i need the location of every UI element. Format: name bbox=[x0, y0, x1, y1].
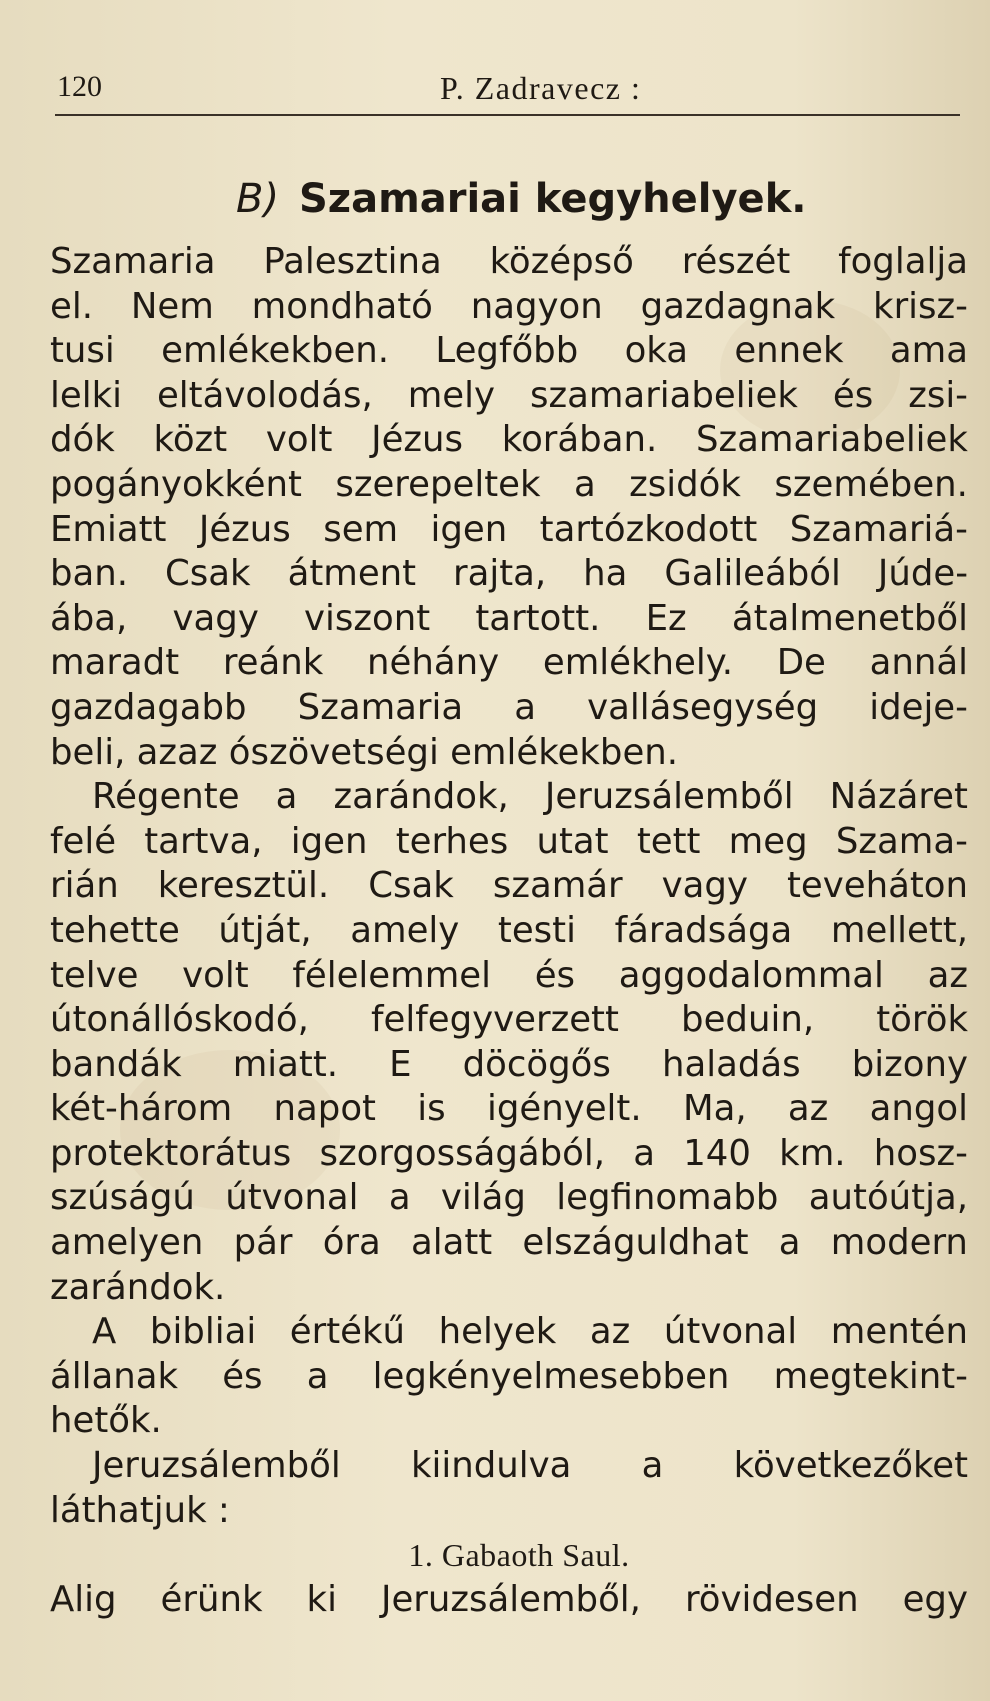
word: vallásegység bbox=[587, 686, 819, 728]
text-line bbox=[50, 775, 968, 820]
page-number: 120 bbox=[57, 70, 102, 103]
word: Názáret bbox=[829, 776, 968, 818]
word: amely bbox=[350, 909, 460, 951]
word: szemében. bbox=[774, 463, 968, 505]
word: igen bbox=[430, 508, 508, 550]
word: Csak bbox=[165, 553, 251, 595]
word: döcögős bbox=[462, 1043, 611, 1085]
word: felé bbox=[50, 820, 117, 862]
word: zsi- bbox=[908, 374, 968, 416]
word: meg bbox=[728, 820, 808, 862]
word: a bbox=[275, 776, 298, 818]
text-line bbox=[50, 418, 968, 463]
word: közt bbox=[153, 419, 228, 461]
text-line bbox=[50, 1310, 968, 1355]
word: protektorátus bbox=[50, 1132, 292, 1174]
page-header bbox=[55, 70, 960, 116]
word: dók bbox=[50, 419, 115, 461]
word: emlékhely. bbox=[542, 642, 733, 684]
word: világ bbox=[440, 1177, 526, 1219]
word: Júde- bbox=[877, 553, 968, 595]
word: a bbox=[633, 1132, 655, 1174]
word: a bbox=[641, 1445, 664, 1487]
word: útvonal bbox=[663, 1311, 798, 1353]
word: viszont bbox=[304, 597, 431, 639]
word: értékű bbox=[289, 1311, 406, 1353]
word: mentén bbox=[830, 1311, 968, 1353]
word: szúságú bbox=[50, 1177, 195, 1219]
word: tusi bbox=[50, 330, 115, 372]
text-line bbox=[50, 1266, 968, 1311]
text-line bbox=[50, 1399, 968, 1444]
word: az bbox=[589, 1311, 631, 1353]
word: keresztül. bbox=[157, 865, 330, 907]
text-line bbox=[50, 1578, 968, 1623]
section-title bbox=[236, 176, 806, 222]
word: útját, bbox=[218, 909, 312, 951]
word: oka bbox=[624, 330, 688, 372]
word: török bbox=[876, 999, 968, 1041]
word: egy bbox=[902, 1578, 968, 1620]
word: Szamariá- bbox=[789, 508, 968, 550]
word: Legfőbb bbox=[435, 330, 579, 372]
word: Alig bbox=[50, 1578, 117, 1620]
text-line bbox=[50, 954, 968, 999]
word: útvonal bbox=[225, 1177, 359, 1219]
text-line bbox=[50, 463, 968, 508]
text-line bbox=[50, 1176, 968, 1221]
word: Régente bbox=[92, 776, 240, 818]
word: emlékekben. bbox=[161, 330, 390, 372]
word: Palesztina bbox=[263, 241, 442, 282]
word: a bbox=[306, 1355, 329, 1397]
word: tartott. bbox=[475, 597, 601, 639]
word: aggodalommal bbox=[618, 954, 884, 996]
word: szamariabeliek bbox=[529, 374, 798, 416]
word: az bbox=[787, 1088, 829, 1130]
word: ama bbox=[889, 330, 968, 372]
word: útonállóskodó, bbox=[50, 999, 309, 1041]
word: el. bbox=[50, 285, 93, 327]
word: bizony bbox=[851, 1043, 968, 1085]
word: megtekint- bbox=[773, 1355, 968, 1397]
text-line bbox=[50, 731, 968, 776]
word: szorgosságából, bbox=[319, 1132, 606, 1174]
word: átalmenetből bbox=[731, 597, 968, 639]
word: ennek bbox=[734, 330, 844, 372]
word: volt bbox=[265, 419, 333, 461]
text-line bbox=[50, 864, 968, 909]
text-line bbox=[50, 240, 968, 285]
word: teveháton bbox=[786, 865, 968, 907]
text-line bbox=[50, 1043, 968, 1088]
text-line bbox=[50, 329, 968, 374]
word: részét bbox=[681, 241, 791, 282]
word: következőket bbox=[733, 1445, 968, 1487]
word: Jézus bbox=[198, 508, 291, 550]
word: fáradsága bbox=[614, 909, 793, 951]
word: angol bbox=[869, 1088, 968, 1130]
word: Jeruzsálemből bbox=[544, 776, 794, 818]
word: és bbox=[534, 954, 576, 996]
text-line bbox=[50, 1132, 968, 1177]
word: tehette bbox=[50, 909, 180, 951]
word: ha bbox=[583, 553, 628, 595]
word: Csak bbox=[368, 865, 454, 907]
word: rián bbox=[50, 865, 119, 907]
word: pogányokként bbox=[50, 463, 302, 505]
text-line bbox=[50, 1087, 968, 1132]
word: néhány bbox=[367, 642, 500, 684]
text-line bbox=[50, 998, 968, 1043]
word: láthatjuk : bbox=[50, 1489, 230, 1531]
word: km. bbox=[779, 1132, 846, 1174]
word: nagyon bbox=[470, 285, 603, 327]
word: pár bbox=[233, 1222, 293, 1264]
word: mondható bbox=[251, 285, 433, 327]
word: Emiatt bbox=[50, 508, 167, 550]
word: vagy bbox=[661, 865, 748, 907]
text-line bbox=[50, 508, 968, 553]
word: maradt bbox=[50, 642, 180, 684]
word: elszáguldhat bbox=[522, 1222, 749, 1264]
word: Nem bbox=[130, 285, 214, 327]
running-head: P. Zadravecz : bbox=[440, 70, 642, 106]
text-line bbox=[50, 597, 968, 642]
word: és bbox=[832, 374, 874, 416]
word: legkényelmesebben bbox=[372, 1355, 730, 1397]
text-line bbox=[50, 1355, 968, 1400]
word: helyek bbox=[438, 1311, 557, 1353]
word: napot bbox=[273, 1088, 376, 1130]
word: amelyen bbox=[50, 1222, 204, 1264]
word: ki bbox=[306, 1578, 337, 1620]
word: Szamariabeliek bbox=[695, 419, 968, 461]
word: miatt. bbox=[232, 1043, 339, 1085]
word: autóútja, bbox=[808, 1177, 968, 1219]
word: bibliai bbox=[149, 1311, 257, 1353]
word: utat bbox=[536, 820, 609, 862]
word: tartózkodott bbox=[539, 508, 758, 550]
word: ban. bbox=[50, 553, 129, 595]
word: Jeruzsálemből, bbox=[380, 1578, 641, 1620]
word: ideje- bbox=[869, 686, 968, 728]
word: két-három bbox=[50, 1088, 233, 1130]
word: lelki bbox=[50, 374, 122, 416]
word: kiindulva bbox=[410, 1445, 572, 1487]
word: a bbox=[388, 1177, 411, 1219]
text-line bbox=[50, 1489, 968, 1534]
word: foglalja bbox=[838, 241, 968, 282]
word: zarándok. bbox=[50, 1266, 226, 1308]
word: Ez bbox=[645, 597, 687, 639]
word: haladás bbox=[661, 1043, 801, 1085]
word: beduin, bbox=[681, 999, 815, 1041]
word: sem bbox=[323, 508, 399, 550]
subheading bbox=[50, 1533, 968, 1578]
text-line bbox=[50, 641, 968, 686]
word: bandák bbox=[50, 1043, 182, 1085]
word: Szamaria bbox=[50, 241, 216, 282]
word: igényelt. bbox=[486, 1088, 642, 1130]
word: hetők. bbox=[50, 1400, 162, 1442]
word: krisz- bbox=[873, 285, 968, 327]
word: tartva, bbox=[144, 820, 263, 862]
word: vagy bbox=[172, 597, 259, 639]
word: volt bbox=[182, 954, 249, 996]
word: félelemmel bbox=[292, 954, 491, 996]
word: gazdagabb bbox=[50, 686, 247, 728]
word: a bbox=[573, 463, 596, 505]
word: E bbox=[389, 1043, 412, 1085]
word: reánk bbox=[222, 642, 324, 684]
word: szamár bbox=[492, 865, 623, 907]
word: érünk bbox=[160, 1578, 263, 1620]
word: óra bbox=[322, 1222, 381, 1264]
word: beli, azaz ószövetségi emlékekben. bbox=[50, 731, 679, 773]
word: Szamaria bbox=[297, 686, 464, 728]
word: rajta, bbox=[453, 553, 547, 595]
word: állanak bbox=[50, 1355, 179, 1397]
word: hosz- bbox=[873, 1132, 968, 1174]
word: korában. bbox=[501, 419, 658, 461]
word: igen bbox=[290, 820, 368, 862]
text-line bbox=[50, 909, 968, 954]
text-line bbox=[50, 686, 968, 731]
word: legfinomabb bbox=[556, 1177, 779, 1219]
word: a bbox=[778, 1222, 801, 1264]
word: gazdagnak bbox=[640, 285, 836, 327]
word: alatt bbox=[410, 1222, 493, 1264]
word: A bbox=[92, 1311, 117, 1353]
word: a bbox=[514, 686, 537, 728]
word: középső bbox=[489, 241, 634, 282]
word: eltávolodás, bbox=[156, 374, 373, 416]
word: az bbox=[927, 954, 968, 996]
word: szerepeltek bbox=[335, 463, 541, 505]
text-line bbox=[50, 1221, 968, 1266]
text-line bbox=[50, 1444, 968, 1489]
section-letter: B) bbox=[236, 176, 280, 222]
text-line bbox=[50, 820, 968, 865]
word: 1. Gabaoth Saul. bbox=[408, 1537, 630, 1574]
word: annál bbox=[869, 642, 968, 684]
word: ába, bbox=[50, 597, 128, 639]
word: mellett, bbox=[830, 909, 968, 951]
word: átment bbox=[287, 553, 417, 595]
word: felfegyverzett bbox=[371, 999, 619, 1041]
body-text bbox=[50, 240, 968, 1622]
word: testi bbox=[497, 909, 576, 951]
word: telve bbox=[50, 954, 139, 996]
word: zsidók bbox=[629, 463, 741, 505]
word: és bbox=[222, 1355, 263, 1397]
word: mely bbox=[407, 374, 495, 416]
word: terhes bbox=[395, 820, 509, 862]
word: is bbox=[417, 1088, 446, 1130]
word: 140 bbox=[683, 1132, 751, 1174]
text-line bbox=[50, 374, 968, 419]
section-title-text: Szamariai kegyhelyek. bbox=[298, 176, 807, 222]
text-line bbox=[50, 285, 968, 330]
word: Jeruzsálemből bbox=[92, 1445, 341, 1487]
word: Galileából bbox=[664, 553, 841, 595]
word: zarándok, bbox=[333, 776, 509, 818]
word: Ma, bbox=[682, 1088, 747, 1130]
text-line bbox=[50, 552, 968, 597]
word: Szama- bbox=[835, 820, 968, 862]
word: De bbox=[776, 642, 826, 684]
word: modern bbox=[830, 1222, 968, 1264]
word: rövidesen bbox=[684, 1578, 859, 1620]
word: tett bbox=[636, 820, 701, 862]
word: Jézus bbox=[371, 419, 464, 461]
